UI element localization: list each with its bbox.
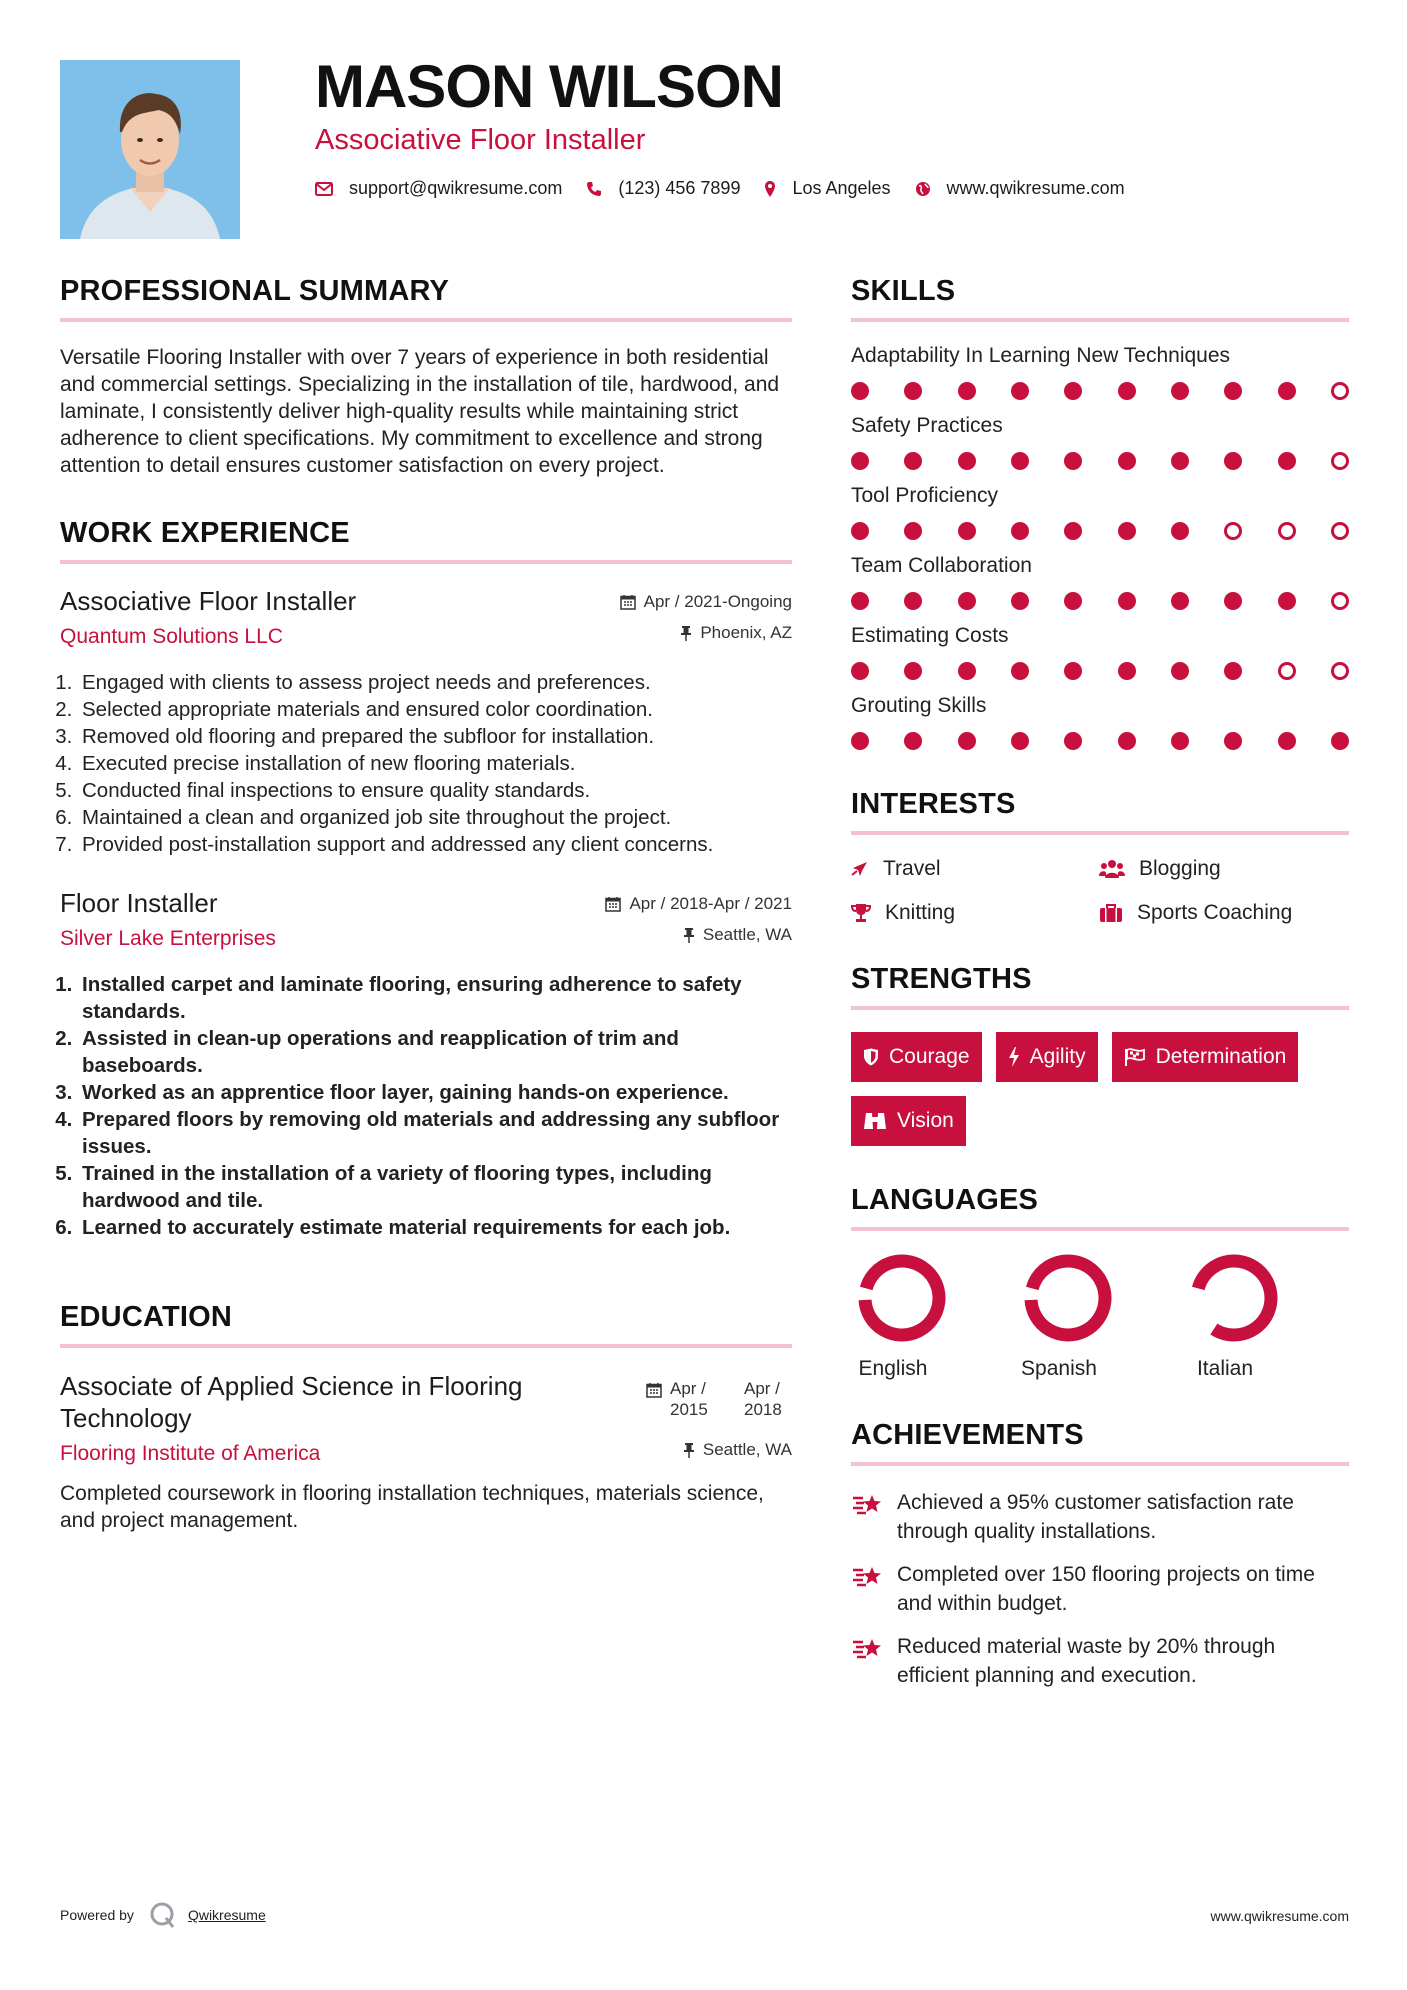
language-level-ring: [1189, 1253, 1279, 1343]
rating-dot-filled: [1171, 732, 1189, 750]
rating-dot-filled: [1118, 592, 1136, 610]
candidate-title: Associative Floor Installer: [315, 124, 646, 156]
skill-item: [851, 484, 1349, 540]
skill-rating: [851, 732, 1349, 750]
rating-dot-filled: [958, 522, 976, 540]
rating-dot-empty: [1278, 522, 1296, 540]
skill-item: [851, 694, 1349, 750]
degree-title: Associate of Applied Science in Flooring Technology: [60, 1371, 523, 1433]
rating-dot-empty: [1331, 662, 1349, 680]
rating-dot-filled: [1224, 662, 1242, 680]
achievement-item: Achieved a 95% customer satisfaction rate through quality installations.: [851, 1488, 1349, 1546]
list-item: 1. Engaged with clients to assess project needs and preferences.: [78, 669, 792, 696]
calendar-icon: [646, 1382, 662, 1398]
list-item: 5. Trained in the installation of a variety of flooring types, including hardwood and tile.: [78, 1160, 792, 1214]
school-name: Flooring Institute of America: [60, 1442, 321, 1465]
education-entry: [60, 1370, 792, 1534]
company-name: Silver Lake Enterprises: [60, 927, 276, 950]
footer-powered-by: [60, 1900, 266, 1930]
education-date: Apr / 2015 Apr / 2018: [646, 1378, 792, 1420]
rating-dot-filled: [851, 592, 869, 610]
language-level-arc: [1198, 1261, 1271, 1335]
rating-dot-filled: [1224, 732, 1242, 750]
rating-dot-filled: [904, 732, 922, 750]
education-description: Completed coursework in flooring installation techniques, materials science, and project management.: [60, 1482, 764, 1532]
phone-icon: [586, 181, 602, 197]
section-title-interests: INTERESTS: [851, 788, 1349, 835]
globe-icon: [915, 181, 931, 197]
rating-dot-filled: [1064, 522, 1082, 540]
summary-text: Versatile Flooring Installer with over 7 years of experience in both residential and commercial settings. Specializing in the installation of tile, hardwood, and laminate, I consistently deliver high-quality results while maintaining strict adherence to client specifications. My commitment to excellence and strong attention to detail ensures customer satisfaction on every project.: [60, 346, 780, 477]
list-item: 1. Installed carpet and laminate flooring, ensuring adherence to safety standards.: [78, 971, 792, 1025]
rating-dot-filled: [1278, 732, 1296, 750]
map-pin-icon: [764, 180, 776, 198]
skill-item: [851, 554, 1349, 610]
rating-dot-filled: [1118, 382, 1136, 400]
rating-dot-filled: [1118, 662, 1136, 680]
section-title-strengths: STRENGTHS: [851, 963, 1349, 1010]
footer-url[interactable]: www.qwikresume.com: [1210, 1908, 1349, 1924]
bolt-icon: [1008, 1047, 1020, 1067]
strengths-list: [851, 1032, 1351, 1146]
website-text: www.qwikresume.com: [946, 178, 1125, 198]
left-column: [60, 275, 792, 1572]
section-title-skills: SKILLS: [851, 275, 1349, 322]
job-location: Seattle, WA: [683, 925, 792, 945]
rating-dot-filled: [1118, 452, 1136, 470]
rating-dot-filled: [1171, 452, 1189, 470]
phone-text: (123) 456 7899: [618, 178, 741, 198]
skill-item: [851, 414, 1349, 470]
rating-dot-filled: [1011, 732, 1029, 750]
calendar-icon: [605, 896, 621, 912]
list-item: 2. Selected appropriate materials and ensured color coordination.: [78, 696, 792, 723]
skill-rating: [851, 382, 1349, 400]
skill-name: Team Collaboration: [851, 554, 1032, 577]
skill-rating: [851, 522, 1349, 540]
rating-dot-filled: [1011, 382, 1029, 400]
list-item: 5. Conducted final inspections to ensure quality standards.: [78, 777, 792, 804]
rating-dot-filled: [1118, 732, 1136, 750]
achievements-list: [851, 1488, 1349, 1690]
rating-dot-filled: [1064, 452, 1082, 470]
rating-dot-empty: [1331, 382, 1349, 400]
interest-item: Travel: [851, 857, 1099, 881]
strength-badge: Courage: [851, 1032, 982, 1082]
envelope-icon: [315, 182, 333, 196]
rating-dot-filled: [1064, 732, 1082, 750]
rating-dot-empty: [1331, 452, 1349, 470]
skill-item: [851, 624, 1349, 680]
rating-dot-filled: [851, 382, 869, 400]
rating-dot-filled: [958, 592, 976, 610]
rating-dot-filled: [958, 732, 976, 750]
rating-dot-filled: [958, 382, 976, 400]
language-level-ring: [857, 1253, 947, 1343]
language-item: [851, 1253, 1017, 1381]
list-item: 2. Assisted in clean-up operations and reapplication of trim and baseboards.: [78, 1025, 792, 1079]
list-item: 4. Executed precise installation of new flooring materials.: [78, 750, 792, 777]
education-location: Seattle, WA: [683, 1440, 792, 1460]
skill-rating: [851, 452, 1349, 470]
list-item: 6. Learned to accurately estimate material requirements for each job.: [78, 1214, 792, 1241]
job-title: Floor Installer: [60, 888, 218, 918]
skill-name: Estimating Costs: [851, 624, 1009, 647]
skill-name: Safety Practices: [851, 414, 1003, 437]
rating-dot-filled: [851, 452, 869, 470]
list-item: 3. Worked as an apprentice floor layer, gaining hands-on experience.: [78, 1079, 792, 1106]
list-item: 6. Maintained a clean and organized job site throughout the project.: [78, 804, 792, 831]
contact-location: [764, 178, 890, 199]
brand-link[interactable]: Qwikresume: [187, 1907, 266, 1923]
rating-dot-filled: [1224, 382, 1242, 400]
powered-by-text: Powered by: [60, 1907, 134, 1923]
profile-photo: [60, 60, 240, 239]
language-name: Spanish: [1021, 1357, 1097, 1380]
trophy-icon: [851, 903, 871, 923]
interest-item: Blogging: [1099, 857, 1349, 881]
interests-list: [851, 857, 1349, 925]
job-date: Apr / 2018-Apr / 2021: [605, 894, 792, 914]
pin-icon: [683, 1442, 695, 1458]
rating-dot-filled: [851, 662, 869, 680]
skill-item: [851, 344, 1349, 400]
rating-dot-filled: [1011, 662, 1029, 680]
skill-rating: [851, 592, 1349, 610]
rating-dot-filled: [1278, 452, 1296, 470]
shooting-star-icon: [851, 1634, 885, 1662]
job-date: Apr / 2021-Ongoing: [620, 592, 792, 612]
job-title: Associative Floor Installer: [60, 586, 357, 616]
rating-dot-empty: [1331, 522, 1349, 540]
rating-dot-filled: [1278, 382, 1296, 400]
contact-email[interactable]: [315, 178, 562, 199]
skill-rating: [851, 662, 1349, 680]
section-title-languages: LANGUAGES: [851, 1184, 1349, 1231]
rating-dot-filled: [1331, 732, 1349, 750]
pin-icon: [683, 927, 695, 943]
skill-name: Grouting Skills: [851, 694, 987, 717]
section-title-experience: WORK EXPERIENCE: [60, 517, 792, 564]
interest-item: Sports Coaching: [1099, 901, 1349, 925]
rating-dot-filled: [1011, 452, 1029, 470]
rating-dot-filled: [1278, 592, 1296, 610]
rating-dot-filled: [1224, 452, 1242, 470]
list-item: 7. Provided post-installation support and addressed any client concerns.: [78, 831, 792, 858]
list-item: 4. Prepared floors by removing old materials and addressing any subfloor issues.: [78, 1106, 792, 1160]
job-bullets: [60, 669, 792, 858]
rating-dot-filled: [1171, 382, 1189, 400]
language-level-arc: [1031, 1261, 1105, 1335]
job-entry: [60, 586, 792, 858]
rating-dot-filled: [851, 522, 869, 540]
rating-dot-filled: [1011, 592, 1029, 610]
location-text: Los Angeles: [792, 178, 891, 198]
rating-dot-filled: [851, 732, 869, 750]
calendar-icon: [620, 594, 636, 610]
email-text: support@qwikresume.com: [349, 178, 563, 198]
language-level-arc: [865, 1261, 939, 1335]
list-item: 3. Removed old flooring and prepared the subfloor for installation.: [78, 723, 792, 750]
right-column: [851, 275, 1349, 1704]
rating-dot-empty: [1224, 522, 1242, 540]
skills-list: [851, 344, 1349, 750]
rating-dot-filled: [1064, 382, 1082, 400]
rating-dot-filled: [1064, 662, 1082, 680]
contact-website[interactable]: [915, 178, 1125, 199]
languages-list: [851, 1253, 1349, 1381]
job-bullets: [60, 971, 792, 1241]
interest-item: Knitting: [851, 901, 1099, 925]
strength-badge: Vision: [851, 1096, 966, 1146]
language-name: English: [858, 1357, 928, 1380]
qwikresume-logo-icon: [148, 1900, 178, 1930]
rating-dot-empty: [1331, 592, 1349, 610]
shooting-star-icon: [851, 1490, 885, 1518]
rating-dot-filled: [1171, 522, 1189, 540]
rating-dot-filled: [904, 382, 922, 400]
section-title-achievements: ACHIEVEMENTS: [851, 1419, 1349, 1466]
language-name: Italian: [1196, 1357, 1254, 1380]
section-title-summary: PROFESSIONAL SUMMARY: [60, 275, 792, 322]
binoculars-icon: [863, 1111, 887, 1131]
rating-dot-filled: [1171, 662, 1189, 680]
rating-dot-filled: [904, 452, 922, 470]
rating-dot-filled: [1224, 592, 1242, 610]
section-title-education: EDUCATION: [60, 1301, 792, 1348]
company-name: Quantum Solutions LLC: [60, 625, 283, 648]
job-location: Phoenix, AZ: [680, 623, 792, 643]
rating-dot-filled: [1171, 592, 1189, 610]
flag-icon: [1124, 1048, 1146, 1066]
candidate-name: MASON WILSON: [315, 53, 783, 120]
contact-phone[interactable]: [586, 178, 740, 199]
skill-name: Adaptability In Learning New Techniques: [851, 344, 1231, 367]
rating-dot-filled: [904, 592, 922, 610]
job-entry: [60, 888, 792, 1241]
shooting-star-icon: [851, 1562, 885, 1590]
strength-badge: Determination: [1112, 1032, 1299, 1082]
language-level-ring: [1023, 1253, 1113, 1343]
rating-dot-filled: [1118, 522, 1136, 540]
contact-bar: [315, 178, 1149, 199]
rating-dot-filled: [958, 452, 976, 470]
strength-badge: Agility: [996, 1032, 1098, 1082]
plane-icon: [851, 860, 869, 878]
achievement-item: Reduced material waste by 20% through efficient planning and execution.: [851, 1632, 1349, 1690]
rating-dot-filled: [958, 662, 976, 680]
rating-dot-empty: [1278, 662, 1296, 680]
rating-dot-filled: [1011, 522, 1029, 540]
users-icon: [1099, 859, 1125, 879]
shield-icon: [863, 1048, 879, 1066]
rating-dot-filled: [1064, 592, 1082, 610]
achievement-item: Completed over 150 flooring projects on time and within budget.: [851, 1560, 1349, 1618]
skill-name: Tool Proficiency: [851, 484, 999, 507]
rating-dot-filled: [904, 522, 922, 540]
language-item: [1017, 1253, 1183, 1381]
pin-icon: [680, 625, 692, 641]
briefcase-icon: [1099, 903, 1123, 923]
rating-dot-filled: [904, 662, 922, 680]
language-item: [1183, 1253, 1349, 1381]
